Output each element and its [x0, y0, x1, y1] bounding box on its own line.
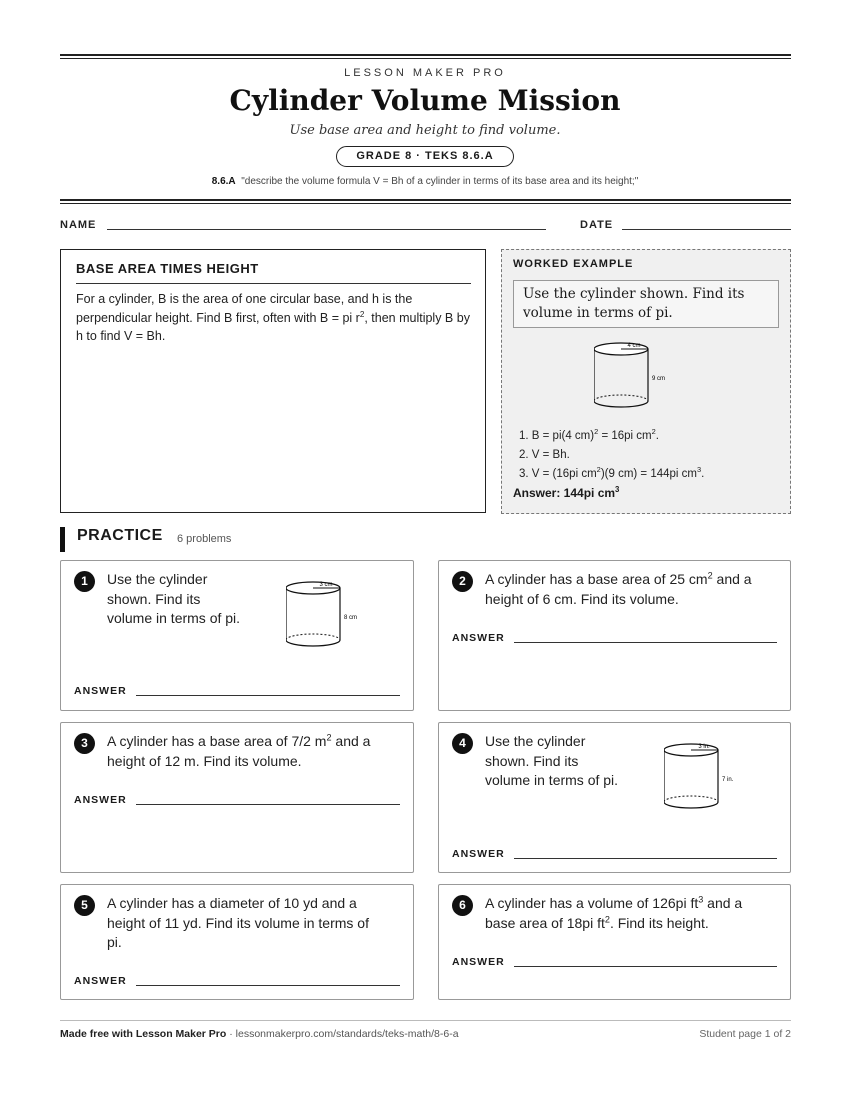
answer-field[interactable]	[514, 966, 777, 967]
answer-field[interactable]	[514, 642, 777, 643]
radius-label: 3 cm	[319, 582, 333, 588]
answer-field[interactable]	[514, 858, 777, 859]
worked-example-steps	[519, 427, 704, 484]
answer-label: ANSWER	[452, 848, 505, 860]
problem-card-1	[60, 560, 414, 711]
concept-body: For a cylinder, B is the area of one circular base, and h is the perpendicular height. Find B first, often with B = pi $r^2$, then multiply B by h to find V = Bh.	[76, 292, 470, 343]
cylinder-diagram	[594, 340, 674, 415]
problem-number: 3	[74, 733, 95, 754]
standard-code: 8.6.A	[211, 176, 236, 187]
answer-field[interactable]	[136, 985, 400, 986]
problem-card-6	[438, 884, 791, 1000]
name-label: NAME	[60, 219, 97, 231]
problem-text: A cylinder has a base area of 7/2 $m^2$ and a height of 12 m. Find its volume.	[107, 732, 371, 769]
answer-label: ANSWER	[452, 956, 505, 968]
height-label: 9 cm	[652, 376, 666, 382]
problem-number: 1	[74, 571, 95, 592]
date-label: DATE	[580, 219, 614, 231]
cylinder-diagram	[664, 741, 754, 816]
standard-line	[0, 176, 850, 187]
answer-label: ANSWER	[74, 685, 127, 697]
page-title: Cylinder Volume Mission	[229, 84, 621, 117]
step-2: 2. V = Bh.	[519, 449, 570, 461]
problem-card-3	[60, 722, 414, 873]
footer-rule	[60, 1020, 791, 1021]
concept-heading: BASE AREA TIMES HEIGHT	[76, 261, 259, 276]
step-3: 3. V = (16pi $cm^2)(9$ cm) = 144pi $cm^3$.	[519, 465, 705, 480]
practice-bar	[60, 527, 65, 552]
footer-made-with: Made free with Lesson Maker Pro	[60, 1028, 227, 1040]
height-label: 7 in.	[722, 777, 734, 783]
worked-example-label: WORKED EXAMPLE	[513, 258, 634, 270]
problem-text: Use the cylinder shown. Find its volume in terms of pi.	[107, 571, 241, 626]
name-field[interactable]	[107, 229, 546, 230]
problem-card-2	[438, 560, 791, 711]
concept-underline	[76, 283, 471, 284]
footer-url[interactable]: · lessonmakerpro.com/standards/teks-math/8-6-a	[226, 1028, 459, 1040]
problem-number: 2	[452, 571, 473, 592]
answer-field[interactable]	[136, 695, 400, 696]
problem-text: A cylinder has a base area of 25 $cm^2$ and a height of 6 cm. Find its volume.	[485, 570, 752, 607]
brand-name: LESSON MAKER PRO	[344, 67, 506, 79]
cylinder-diagram	[286, 579, 376, 654]
footer-credit	[60, 1028, 459, 1040]
page-subtitle: Use base area and height to find volume.	[289, 123, 561, 138]
top-double-rule	[60, 54, 791, 56]
answer-label: ANSWER	[74, 975, 127, 987]
problem-card-5	[60, 884, 414, 1000]
worked-example-box	[501, 249, 791, 514]
header-bottom-rule-thin	[60, 203, 791, 204]
answer-label: ANSWER	[74, 794, 127, 806]
problem-text: A cylinder has a diameter of 10 yd and a height of 11 yd. Find its volume in terms of pi.	[107, 895, 369, 950]
answer-field[interactable]	[136, 804, 400, 805]
problem-number: 6	[452, 895, 473, 916]
standard-text: "describe the volume formula V = Bh of a cylinder in terms of its base area and its height;"	[241, 176, 639, 187]
problem-text: A cylinder has a volume of 126pi $ft^3$ and a base area of 18pi $ft^2$. Find its height.	[485, 894, 743, 931]
worked-example-answer: Answer: 144pi $cm^3$	[513, 485, 620, 500]
footer-page-number: Student page 1 of 2	[699, 1028, 791, 1040]
problem-number: 5	[74, 895, 95, 916]
problem-card-4	[438, 722, 791, 873]
grade-badge: GRADE 8 · TEKS 8.6.A	[336, 146, 514, 167]
practice-title: PRACTICE	[77, 527, 163, 544]
step-1: 1. B = pi(4 cm)$^2$ = 16pi $cm^2$.	[519, 427, 659, 442]
radius-label: 4 cm	[627, 343, 641, 349]
date-field[interactable]	[622, 229, 791, 230]
problem-number: 4	[452, 733, 473, 754]
answer-label: ANSWER	[452, 632, 505, 644]
top-double-rule-thin	[60, 58, 791, 59]
worked-example-problem: Use the cylinder shown. Find its volume in terms of pi.	[513, 280, 779, 328]
header-bottom-rule	[60, 199, 791, 201]
concept-box	[60, 249, 486, 513]
height-label: 8 cm	[344, 615, 358, 621]
practice-count: 6 problems	[177, 533, 232, 545]
problem-text: Use the cylinder shown. Find its volume in terms of pi.	[485, 733, 619, 788]
radius-label: 3 in.	[698, 744, 710, 750]
